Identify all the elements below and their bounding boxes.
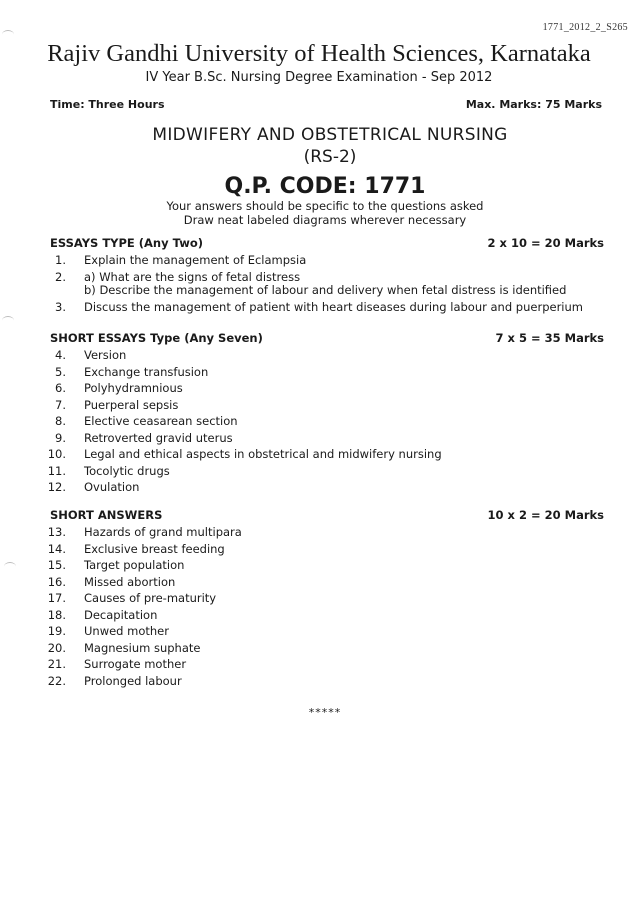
scan-mark: [2, 316, 14, 325]
question-number: 17.: [47, 591, 66, 605]
question-number: 13.: [47, 525, 66, 539]
question-number: 20.: [47, 640, 66, 655]
section-title: SHORT ANSWERS: [50, 508, 163, 522]
max-marks: Max. Marks: 75 Marks: [465, 98, 602, 111]
question-number: 16.: [47, 574, 66, 589]
question-number: 14.: [47, 541, 66, 556]
question-number: 11.: [47, 463, 66, 478]
question-text: Tocolytic drugs: [84, 463, 170, 478]
question-text: Hazards of grand multipara: [84, 525, 242, 539]
section-marks: 10 x 2 = 20 Marks: [487, 508, 604, 522]
scan-mark: [2, 30, 14, 39]
question-number: 4.: [55, 348, 66, 362]
question-text: Puerperal sepsis: [84, 397, 179, 412]
question-text: Magnesium suphate: [84, 640, 201, 655]
question-number: 18.: [47, 607, 66, 622]
exam-title: IV Year B.Sc. Nursing Degree Examination - Sep 2012: [145, 70, 493, 85]
question-text: Causes of pre-maturity: [84, 591, 217, 605]
question-number: 21.: [47, 657, 66, 671]
question-text: Decapitation: [84, 607, 158, 622]
scan-mark: [4, 562, 16, 571]
question-number: 15.: [47, 558, 66, 572]
instruction-line: Draw neat labeled diagrams wherever necessary: [183, 213, 467, 227]
question-text: Unwed mother: [84, 624, 169, 638]
question-text: a) What are the signs of fetal distress: [84, 269, 301, 284]
question-number: 19.: [47, 624, 66, 638]
question-text: b) Describe the management of labour and delivery when fetal distress is identified: [84, 283, 567, 297]
question-number: 5.: [55, 364, 66, 379]
question-text: Missed abortion: [84, 574, 176, 589]
question-text: Prolonged labour: [84, 673, 182, 688]
qp-code: Q.P. CODE: 1771: [224, 174, 426, 199]
question-text: Version: [84, 348, 127, 362]
question-text: Ovulation: [84, 480, 140, 494]
question-number: 10.: [47, 447, 66, 461]
section-marks: 7 x 5 = 35 Marks: [495, 331, 604, 345]
university-name: Rajiv Gandhi University of Health Sciences, Karnataka: [47, 40, 591, 67]
section-marks: 2 x 10 = 20 Marks: [487, 236, 604, 250]
question-number: 22.: [47, 673, 66, 688]
section-title: ESSAYS TYPE (Any Two): [50, 236, 203, 250]
question-text: Retroverted gravid uterus: [84, 430, 233, 445]
question-number: 1.: [55, 253, 66, 267]
question-text: Discuss the management of patient with heart diseases during labour and puerperium: [84, 299, 583, 314]
end-mark: *****: [308, 706, 342, 719]
question-text: Explain the management of Eclampsia: [84, 253, 307, 267]
question-text: Legal and ethical aspects in obstetrical and midwifery nursing: [84, 447, 442, 461]
question-text: Exchange transfusion: [84, 364, 209, 379]
section-title: SHORT ESSAYS Type (Any Seven): [50, 331, 263, 345]
question-text: Surrogate mother: [84, 657, 187, 671]
question-number: 9.: [55, 430, 66, 445]
instruction-line: Your answers should be specific to the questions asked: [166, 199, 484, 213]
question-number: 8.: [55, 414, 66, 428]
exam-duration: Time: Three Hours: [50, 98, 165, 111]
question-number: 3.: [55, 299, 66, 314]
question-text: Polyhydramnious: [84, 381, 183, 395]
subject-code: (RS-2): [303, 147, 357, 167]
question-number: 2.: [55, 269, 66, 284]
question-number: 12.: [47, 480, 66, 494]
question-number: 7.: [55, 397, 66, 412]
subject-title: MIDWIFERY AND OBSTETRICAL NURSING: [152, 125, 508, 145]
reference-code: 1771_2012_2_S265: [542, 22, 628, 33]
question-text: Target population: [84, 558, 185, 572]
question-number: 6.: [55, 381, 66, 395]
question-text: Exclusive breast feeding: [84, 541, 225, 556]
question-text: Elective ceasarean section: [84, 414, 238, 428]
